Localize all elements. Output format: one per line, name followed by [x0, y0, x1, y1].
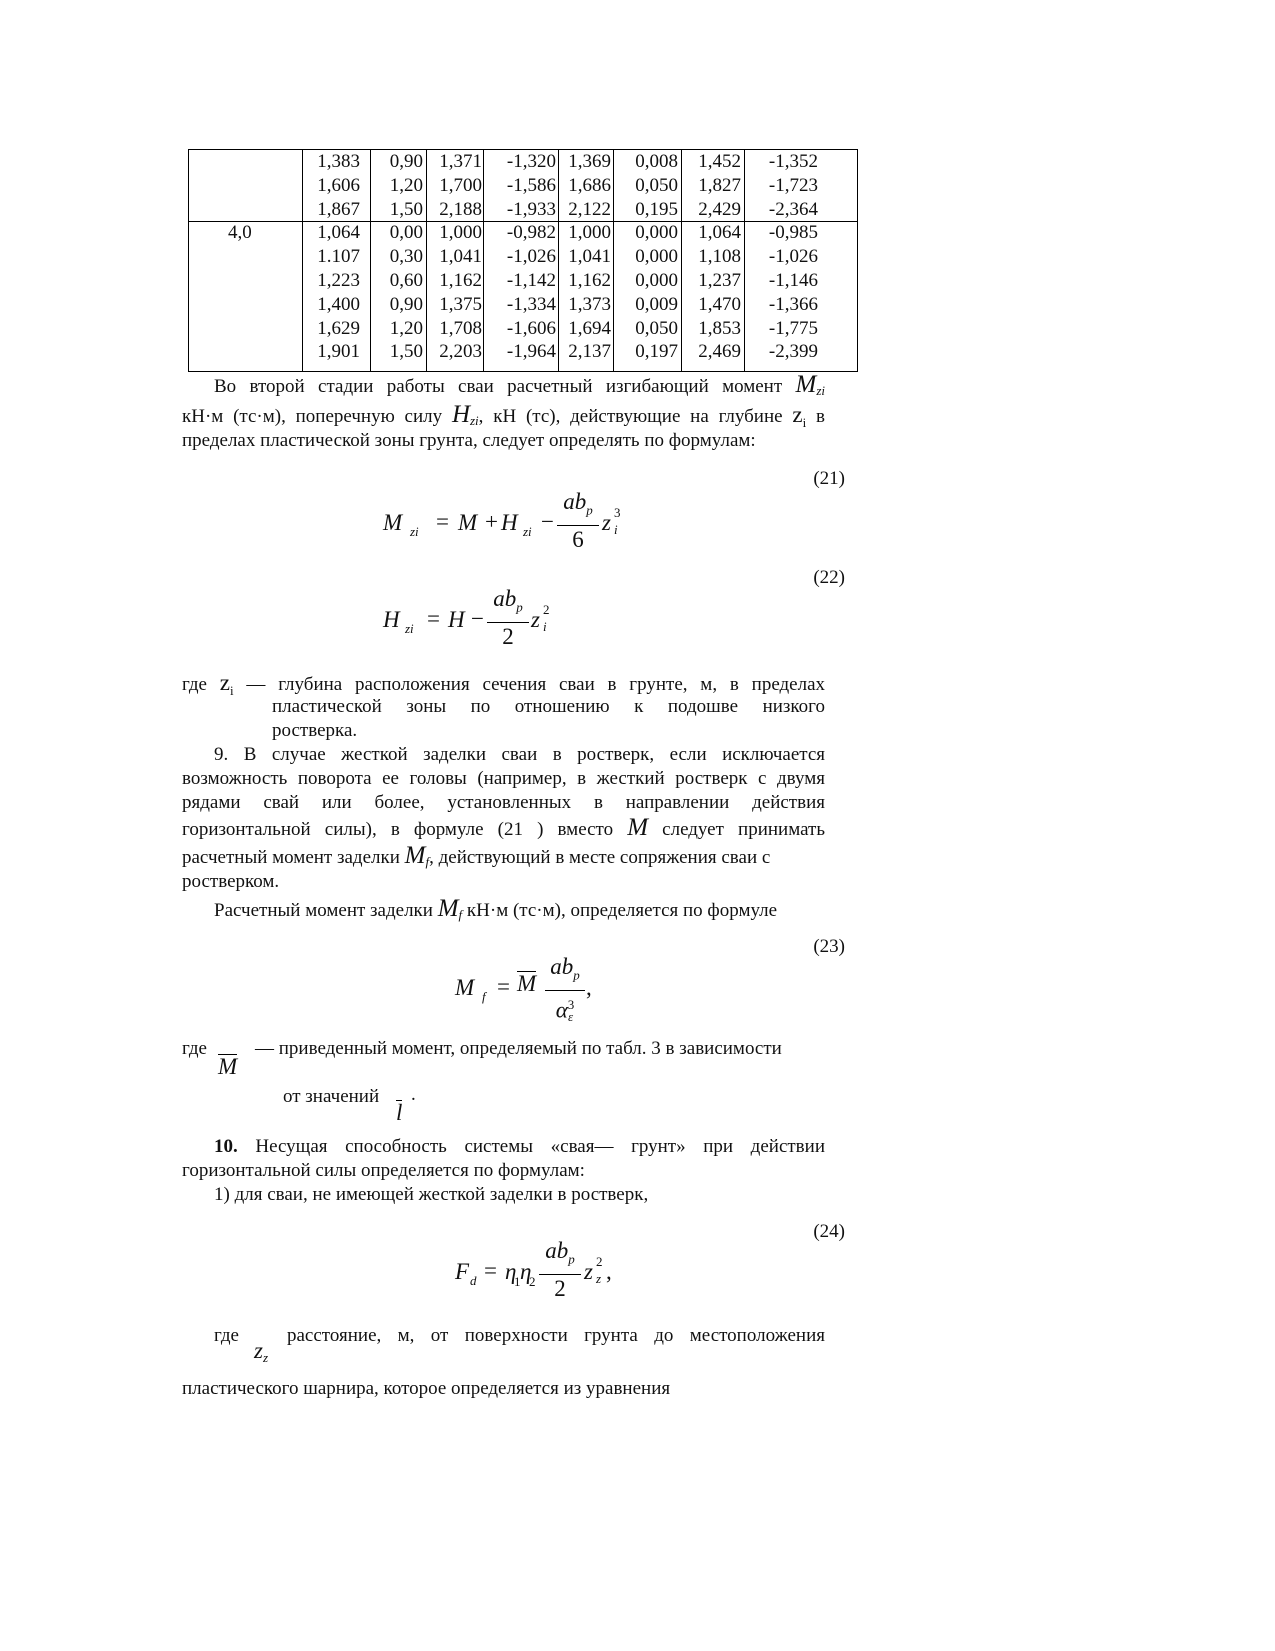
table-cell: 1,375 [439, 293, 482, 315]
table-cell: -1,366 [768, 293, 818, 315]
equation-number-22: (22) [813, 567, 845, 588]
table-cell: 1,694 [568, 317, 611, 339]
table-cell: 1,50 [389, 198, 423, 220]
where-zz-line2: пластического шарнира, которое определяется из уравнения [182, 1378, 671, 1399]
where-zz-gde: где [214, 1325, 239, 1346]
table-cell: 2,137 [568, 341, 611, 363]
table-cell: 1,108 [698, 246, 741, 268]
paragraph-mf: Расчетный момент заделки $M_f$ кН·м (тс·м), определяется по формуле [214, 895, 778, 922]
table-cell: -1,586 [506, 174, 556, 196]
where-lbar-symbol: l [396, 1100, 403, 1125]
table-cell: 1,606 [317, 174, 360, 196]
where-zz-symbol: $z_z$ [254, 1338, 269, 1366]
table-cell: 1,373 [568, 293, 611, 315]
table-cell: -0,982 [506, 222, 556, 244]
where-zz-line1: расстояние, м, от поверхности грунта до местоположения [287, 1325, 825, 1346]
table-cell: -1,142 [506, 270, 556, 291]
table-cell: -0,985 [768, 222, 818, 244]
table-cell: 1,708 [439, 317, 482, 339]
table-cell: 1,452 [698, 151, 741, 172]
table-cell: 1,20 [389, 174, 423, 196]
table-cell: -1,933 [506, 198, 556, 220]
table-cell: 0,000 [635, 270, 678, 291]
table-cell: 1,700 [439, 174, 482, 196]
table-cell: 1,827 [698, 174, 741, 196]
table-cell: -1,320 [506, 151, 556, 172]
where-zi-line3: ростверка. [272, 720, 358, 741]
table-cell: 1,162 [568, 270, 611, 291]
table-cell: 2,429 [698, 198, 741, 220]
table-cell: 0,009 [635, 293, 678, 315]
equation-number-21: (21) [813, 468, 845, 489]
paragraph-stage2-line2: кН·м (тс·м), поперечную силу $H_{zi}$, кН (тс), действующие на глубине $z_i$ в [182, 401, 825, 430]
paragraph-9-line5: расчетный момент заделки $M_f$, действующий в месте сопряжения сваи с [182, 842, 771, 869]
table-cell: 0,000 [635, 222, 678, 244]
table-cell: 1,867 [317, 198, 360, 220]
where-mbar-symbol: M [218, 1054, 238, 1079]
table-cell: 1,000 [568, 222, 611, 244]
table-cell: -1,606 [506, 317, 556, 339]
table-cell: 1,041 [439, 246, 482, 268]
table-cell: 2,203 [439, 341, 482, 363]
where-mbar-gde: где [182, 1038, 207, 1059]
table-cell: 0,90 [389, 293, 423, 315]
table-cell: 1,470 [698, 293, 741, 315]
table-cell: 0,000 [635, 246, 678, 268]
table-cell: -1,146 [768, 270, 818, 291]
paragraph-9-line2: возможность поворота ее головы (например, в жесткий ростверк с двумя [182, 768, 825, 789]
table-cell: 1,400 [317, 293, 360, 315]
paragraph-10-line2: горизонтальной силы определяется по формулам: [182, 1160, 585, 1181]
table-cell: 1,237 [698, 270, 741, 291]
table-cell: 1,383 [317, 151, 360, 172]
table-cell: -1,026 [506, 246, 556, 268]
table-cell: 0,90 [389, 151, 423, 172]
table-cell: 1,50 [389, 341, 423, 363]
equation-number-23: (23) [813, 936, 845, 957]
table-cell: -2,399 [768, 341, 818, 363]
table-cell: 1,369 [568, 151, 611, 172]
paragraph-9-line3: рядами свай или более, установленных в направлении действия [182, 792, 825, 813]
equation-number-24: (24) [813, 1221, 845, 1242]
where-mbar-dot: . [411, 1084, 416, 1105]
paragraph-9-line1: 9. В случае жесткой заделки сваи в ростверк, если исключается [214, 744, 825, 765]
table-cell: 0,050 [635, 317, 678, 339]
table-cell: 2,122 [568, 198, 611, 220]
table-cell: 1,041 [568, 246, 611, 268]
table-cell: -1,723 [768, 174, 818, 196]
table-cell: -1,334 [506, 293, 556, 315]
table-cell: 1,000 [439, 222, 482, 244]
table-cell: 1,371 [439, 151, 482, 172]
table-cell: 0,00 [389, 222, 423, 244]
where-zi-line2: пластической зоны по отношению к подошве низкого [272, 696, 825, 717]
table-cell: -2,364 [768, 198, 818, 220]
table-cell: 0,30 [389, 246, 423, 268]
paragraph-stage2-line3: пределах пластической зоны грунта, следует определять по формулам: [182, 430, 756, 451]
where-zi-line1: где $z_i$ — глубина расположения сечения сваи в грунте, м, в пределах [182, 670, 826, 698]
table-cell: 0,008 [635, 151, 678, 172]
table-cell: 1,686 [568, 174, 611, 196]
table-cell: -1,964 [506, 341, 556, 363]
table-cell: 2,188 [439, 198, 482, 220]
table-cell: 1,20 [389, 317, 423, 339]
table-cell: 1,901 [317, 341, 360, 363]
table-cell: -1,026 [768, 246, 818, 268]
table-cell: 1,162 [439, 270, 482, 291]
table-cell: 1,064 [698, 222, 741, 244]
where-mbar-line1: — приведенный момент, определяемый по табл. 3 в зависимости [255, 1038, 782, 1059]
paragraph-9-line6: ростверком. [182, 871, 280, 892]
where-mbar-line2: от значений [283, 1086, 380, 1107]
table-cell: 1,853 [698, 317, 741, 339]
table-cell: 1.107 [317, 246, 360, 268]
table-cell: -1,775 [768, 317, 818, 339]
table-group-label: 4,0 [228, 222, 252, 244]
table-cell: 1,064 [317, 222, 360, 244]
table-cell: 0,195 [635, 198, 678, 220]
table-cell: -1,352 [768, 151, 818, 172]
paragraph-stage2-line1: Во второй стадии работы сваи расчетный изгибающий момент $M_{zi}$ [214, 371, 826, 398]
table-cell: 0,60 [389, 270, 423, 291]
table-cell: 0,197 [635, 341, 678, 363]
table-cell: 1,629 [317, 317, 360, 339]
paragraph-10-item1: 1) для сваи, не имеющей жесткой заделки в ростверк, [214, 1184, 649, 1205]
paragraph-10-line1: 10. Несущая способность системы «свая— грунт» при действии [214, 1136, 825, 1157]
paragraph-9-line4: горизонтальной силы), в формуле (21 ) вместо M следует принимать [182, 814, 826, 841]
table-cell: 2,469 [698, 341, 741, 363]
table-cell: 0,050 [635, 174, 678, 196]
table-cell: 1,223 [317, 270, 360, 291]
